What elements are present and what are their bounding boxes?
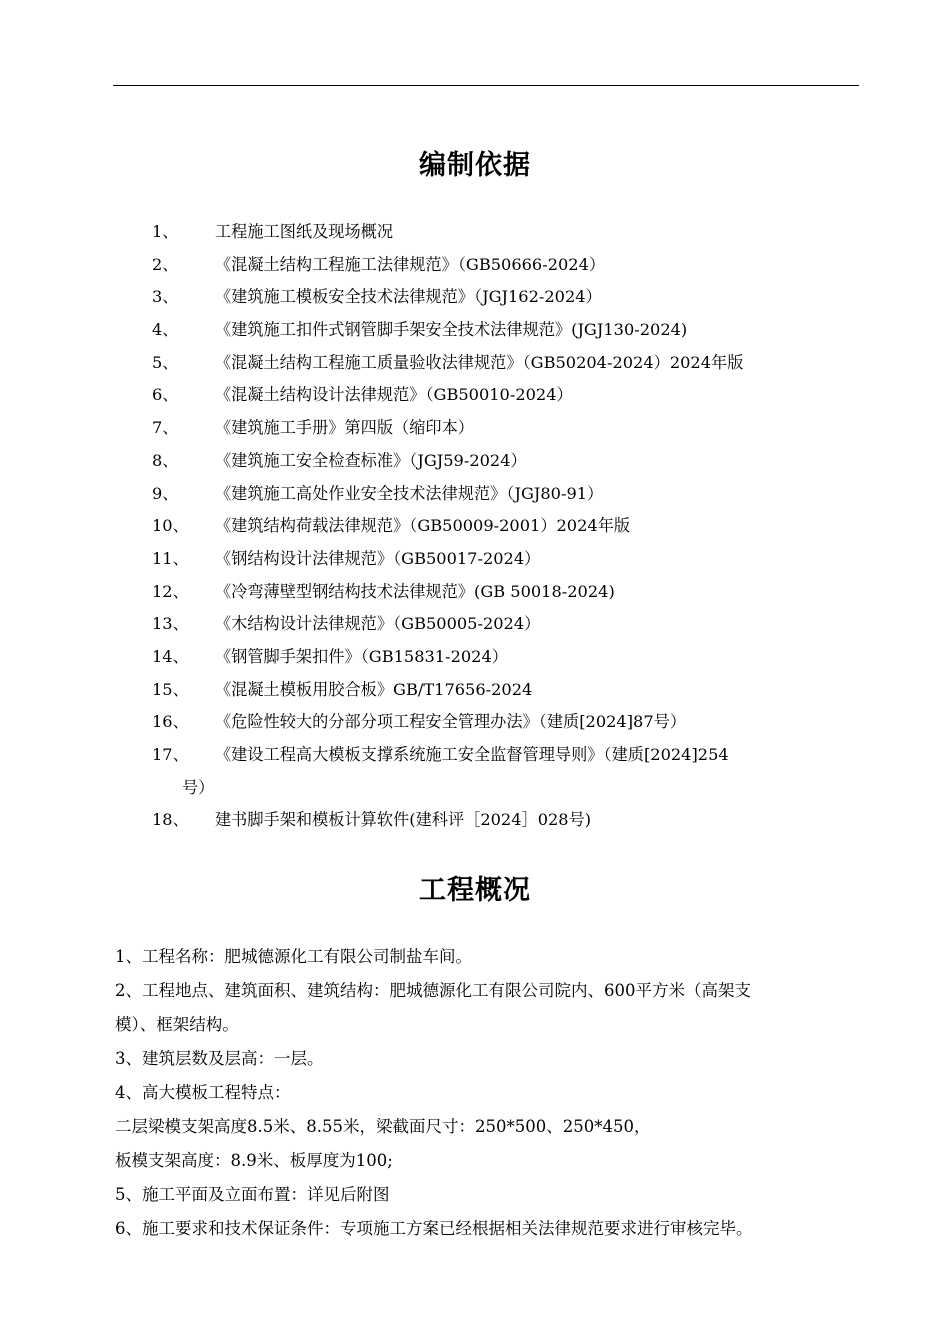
reference-item <box>0 804 950 837</box>
overview-line: 二层梁模支架高度8.5米、8.55米，梁截面尺寸：250*500、250*450， <box>115 1117 651 1136</box>
overview-section <box>0 940 950 1246</box>
reference-number: 8、 <box>152 450 179 470</box>
heading-compilation-basis: 编制依据 <box>419 150 531 181</box>
header-rule <box>113 85 859 86</box>
reference-item <box>0 706 950 739</box>
reference-text: 《建筑结构荷载法律规范》（GB50009-2001）2024年版 <box>215 516 631 536</box>
reference-item <box>0 641 950 674</box>
reference-item <box>0 510 950 543</box>
overview-line: 3、建筑层数及层高：一层。 <box>115 1049 324 1068</box>
reference-item <box>0 608 950 641</box>
reference-number: 2、 <box>152 254 179 274</box>
reference-text: 《建筑施工扣件式钢管脚手架安全技术法律规范》(JGJ130-2024) <box>215 320 688 340</box>
reference-number: 6、 <box>152 385 179 405</box>
reference-number: 13、 <box>152 614 189 634</box>
reference-text: 《建筑施工安全检查标准》（JGJ59-2024） <box>215 450 527 470</box>
reference-text: 《混凝土结构设计法律规范》（GB50010-2024） <box>215 385 573 405</box>
reference-number: 9、 <box>152 483 179 503</box>
reference-number: 5、 <box>152 352 179 372</box>
reference-number: 17、 <box>152 745 189 764</box>
reference-number: 11、 <box>152 548 189 568</box>
overview-line: 5、施工平面及立面布置：详见后附图 <box>115 1185 390 1204</box>
reference-item <box>0 249 950 282</box>
reference-number: 12、 <box>152 581 189 601</box>
reference-text: 《钢管脚手架扣件》（GB15831-2024） <box>215 646 508 666</box>
overview-line: 2、工程地点、建筑面积、建筑结构：肥城德源化工有限公司院内、600平方米（高架支 <box>115 981 751 1000</box>
reference-text: 《建设工程高大模板支撑系统施工安全监督管理导则》（建质[2024]254 <box>215 745 729 764</box>
reference-item <box>0 379 950 412</box>
reference-item <box>0 216 950 249</box>
heading-project-overview: 工程概况 <box>419 875 531 906</box>
overview-line: 板模支架高度：8.9米、板厚度为100; <box>115 1151 393 1170</box>
reference-text: 工程施工图纸及现场概况 <box>215 222 394 241</box>
reference-text: 建书脚手架和模板计算软件(建科评［2024］028号) <box>215 810 592 829</box>
reference-text: 《混凝土结构工程施工法律规范》（GB50666-2024） <box>215 254 606 274</box>
overview-line: 1、工程名称：肥城德源化工有限公司制盐车间。 <box>115 947 472 966</box>
reference-text-continuation: 号） <box>182 777 215 797</box>
reference-number: 16、 <box>152 712 189 732</box>
reference-item <box>0 281 950 314</box>
reference-number: 4、 <box>152 320 179 340</box>
reference-number: 1、 <box>152 222 179 241</box>
reference-item <box>0 347 950 380</box>
reference-text: 《混凝土结构工程施工质量验收法律规范》（GB50204-2024）2024年版 <box>215 352 744 372</box>
reference-number: 15、 <box>152 679 189 699</box>
reference-item <box>0 314 950 347</box>
reference-item <box>0 478 950 511</box>
reference-item <box>0 412 950 445</box>
reference-number: 14、 <box>152 646 189 666</box>
reference-item <box>0 576 950 609</box>
reference-item <box>0 739 950 804</box>
reference-text: 《钢结构设计法律规范》（GB50017-2024） <box>215 548 541 568</box>
reference-item <box>0 543 950 576</box>
reference-text: 《建筑施工模板安全技术法律规范》（JGJ162-2024） <box>215 287 602 307</box>
reference-text: 《混凝土模板用胶合板》GB/T17656-2024 <box>215 679 533 699</box>
reference-list <box>0 216 950 837</box>
reference-text: 《木结构设计法律规范》（GB50005-2024） <box>215 614 541 634</box>
reference-text: 《危险性较大的分部分项工程安全管理办法》（建质[2024]87号） <box>215 712 687 732</box>
reference-number: 18、 <box>152 810 189 829</box>
reference-text: 《冷弯薄壁型钢结构技术法律规范》(GB 50018-2024) <box>215 581 615 601</box>
reference-number: 10、 <box>152 516 189 536</box>
reference-item <box>0 674 950 707</box>
overview-line: 模）、框架结构。 <box>115 1015 239 1034</box>
reference-number: 3、 <box>152 287 179 307</box>
overview-line: 4、高大模板工程特点： <box>115 1083 291 1102</box>
reference-number: 7、 <box>152 418 179 438</box>
reference-item <box>0 445 950 478</box>
overview-line: 6、施工要求和技术保证条件：专项施工方案已经根据相关法律规范要求进行审核完毕。 <box>115 1219 753 1238</box>
reference-text: 《建筑施工高处作业安全技术法律规范》（JGJ80-91） <box>215 483 604 503</box>
reference-text: 《建筑施工手册》第四版（缩印本） <box>215 418 474 438</box>
